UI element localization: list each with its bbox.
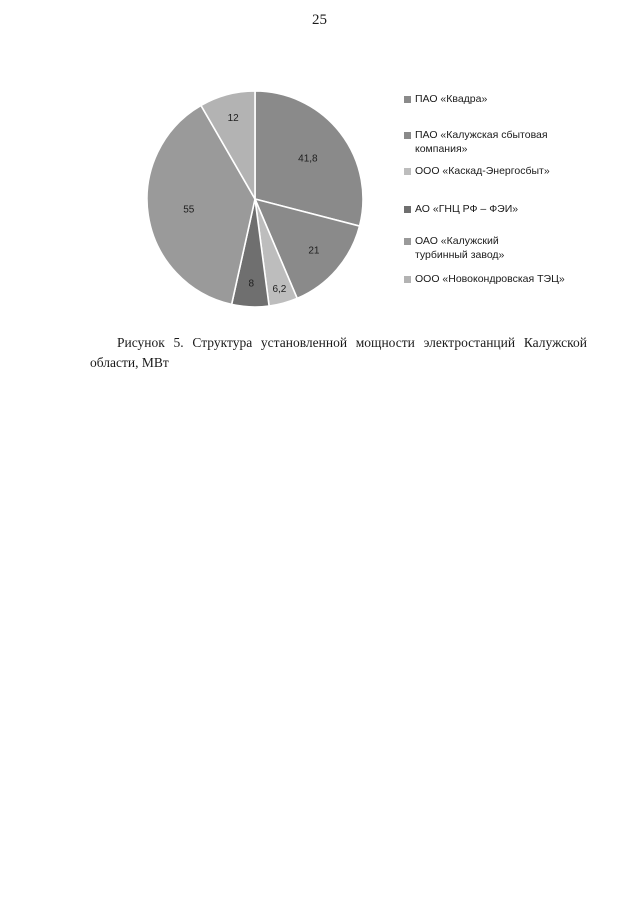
legend-label: АО «ГНЦ РФ – ФЭИ»: [415, 203, 519, 215]
legend-label: ООО «Каскад-Энергосбыт»: [415, 165, 550, 177]
legend-item: [404, 128, 604, 156]
pie-chart: [140, 84, 370, 314]
legend-swatch: [404, 96, 411, 103]
figure-caption: [90, 333, 587, 373]
slice-value-label: 21: [308, 245, 320, 257]
legend-swatch: [404, 168, 411, 175]
legend-swatch: [404, 132, 411, 139]
legend-label: ООО «Новокондровская ТЭЦ»: [415, 273, 565, 285]
legend-swatch: [404, 206, 411, 213]
slice-value-label: 6,2: [272, 284, 287, 296]
slice-value-label: 41,8: [298, 153, 318, 165]
legend-swatch: [404, 276, 411, 283]
slice-value-label: 12: [227, 113, 239, 125]
legend-item: [404, 164, 604, 178]
legend-item: [404, 202, 604, 216]
legend-item: [404, 92, 604, 106]
figure-caption-text: Рисунок 5. Структура установленной мощности электростанций Калужской области, МВт: [90, 335, 587, 370]
legend-label: ПАО «Калужская сбытовая компания»: [415, 129, 548, 155]
page-number: 25: [312, 12, 327, 28]
legend-label: ОАО «Калужский турбинный завод»: [415, 235, 505, 261]
legend-swatch: [404, 238, 411, 245]
legend-item: [404, 234, 604, 262]
legend-label: ПАО «Квадра»: [415, 93, 488, 105]
legend-item: [404, 272, 604, 286]
slice-value-label: 8: [248, 278, 255, 290]
slice-value-label: 55: [183, 204, 195, 216]
